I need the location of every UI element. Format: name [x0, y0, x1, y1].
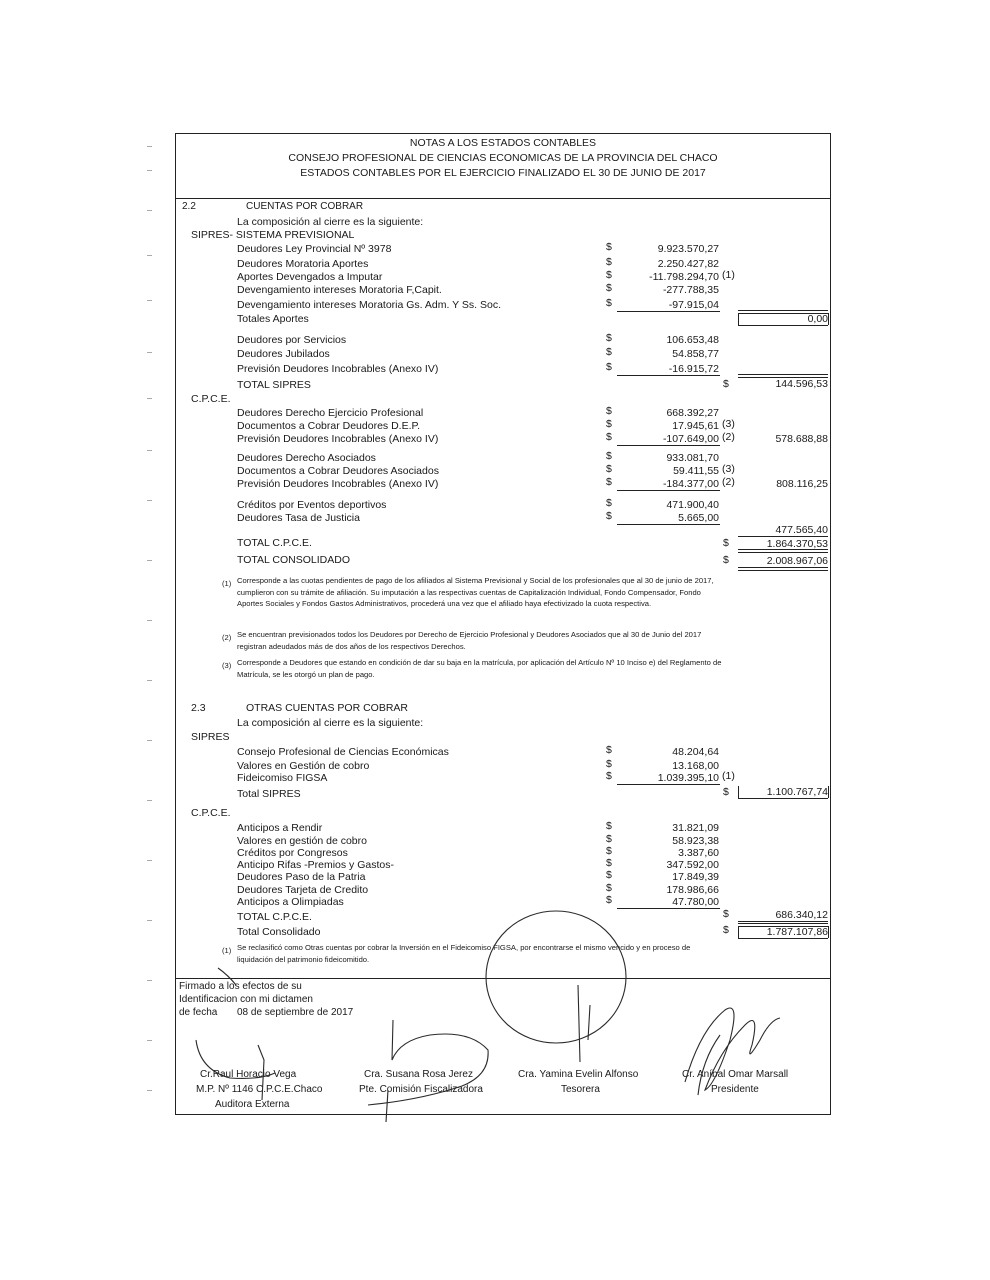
row-label: Deudores Paso de la Patria — [237, 871, 366, 883]
fecha-label: de fecha — [179, 1007, 218, 1018]
row-label: Deudores Ley Provincial Nº 3978 — [237, 243, 392, 255]
row-value: 17.945,61 — [672, 420, 719, 432]
currency-sign: $ — [606, 332, 612, 344]
row-label: Total Consolidado — [237, 926, 321, 938]
subsection-title: C.P.C.E. — [191, 393, 231, 405]
row-label: Previsión Deudores Incobrables (Anexo IV) — [237, 363, 439, 375]
fiscalizadora-role: Pte. Comisión Fiscalizadora — [359, 1084, 483, 1095]
currency-sign: $ — [606, 282, 612, 294]
row-value: -107.649,00 — [662, 433, 719, 445]
currency-sign: $ — [606, 857, 612, 869]
row-value: 59.411,55 — [673, 465, 719, 477]
row-label: Deudores Jubilados — [237, 348, 330, 360]
currency-sign: $ — [606, 431, 612, 443]
firmado-line1: Firmado a los efectos de su — [179, 981, 302, 992]
row-label: Devengamiento intereses Moratoria F,Capit. — [237, 284, 442, 296]
row-value: 31.821,09 — [672, 822, 719, 834]
currency-sign: $ — [723, 908, 729, 920]
subsection-title: C.P.C.E. — [191, 807, 231, 819]
row-label: Anticipos a Rendir — [237, 822, 323, 834]
auditor-mp: M.P. Nº 1146 C.P.C.E.Chaco — [196, 1084, 323, 1095]
section-intro: La composición al cierre es la siguiente: — [237, 216, 424, 228]
currency-sign: $ — [606, 770, 612, 782]
currency-sign: $ — [606, 476, 612, 488]
row-label: Totales Aportes — [237, 313, 309, 325]
row-label: Previsión Deudores Incobrables (Anexo IV) — [237, 433, 439, 445]
row-label: Créditos por Congresos — [237, 847, 348, 859]
section-title: CUENTAS POR COBRAR — [246, 201, 364, 212]
row-note: (1) — [722, 269, 735, 281]
currency-sign: $ — [606, 744, 612, 756]
subtotal-value: 477.565,40 — [775, 524, 828, 536]
footnote-mark: (3) — [222, 661, 232, 670]
row-label: TOTAL C.P.C.E. — [237, 911, 312, 923]
currency-sign: $ — [606, 869, 612, 881]
section-title: OTRAS CUENTAS POR COBRAR — [246, 702, 408, 714]
row-value: 668.392,27 — [666, 407, 719, 419]
auditor-role: Auditora Externa — [215, 1099, 290, 1110]
row-label: Valores en Gestión de cobro — [237, 760, 370, 772]
section-number: 2.3 — [191, 702, 206, 714]
row-label: Documentos a Cobrar Deudores D.E.P. — [237, 420, 421, 432]
row-value: 933.081,70 — [666, 452, 719, 464]
currency-sign: $ — [606, 758, 612, 770]
row-value: -277.788,35 — [662, 284, 719, 296]
currency-sign: $ — [723, 378, 729, 390]
row-value: 1.100.767,74 — [766, 786, 828, 798]
footnote-text: Corresponde a Deudores que estando en condición de dar su baja en la matrícula, por aplicación del Artículo Nº 10 Inciso e) del Reglamento de Matrícula, se les otorgó un plan de pago. — [237, 658, 722, 679]
subtotal-value: 578.688,88 — [775, 433, 828, 445]
row-value: -16.915,72 — [668, 363, 719, 375]
row-value: 48.204,64 — [672, 746, 719, 758]
row-value: 144.596,53 — [775, 378, 828, 390]
currency-sign: $ — [606, 269, 612, 281]
footnote-mark: (2) — [222, 633, 232, 642]
presidente-role: Presidente — [711, 1084, 759, 1095]
doc-period: ESTADOS CONTABLES POR EL EJERCICIO FINALIZADO EL 30 DE JUNIO DE 2017 — [300, 167, 706, 179]
row-value: -184.377,00 — [662, 478, 719, 490]
currency-sign: $ — [606, 845, 612, 857]
tesorera-role: Tesorera — [561, 1084, 600, 1095]
footnote-text: Se reclasificó como Otras cuentas por cobrar la Inversión en el Fideicomiso FIGSA, por encontrarse el mismo vencido y en proceso de liquidación del patrimonio fideicomitido. — [237, 943, 691, 964]
row-value: 1.864.370,53 — [766, 538, 828, 550]
row-label: Previsión Deudores Incobrables (Anexo IV) — [237, 478, 439, 490]
row-value: 13.168,00 — [672, 760, 719, 772]
row-label: Deudores Tasa de Justicia — [237, 512, 360, 524]
row-value: 1.787.107,86 — [766, 926, 828, 938]
row-value: 47.780,00 — [672, 896, 719, 908]
currency-sign: $ — [606, 820, 612, 832]
row-label: TOTAL CONSOLIDADO — [237, 554, 350, 566]
row-label: Deudores Derecho Ejercicio Profesional — [237, 407, 424, 419]
stamp-circle — [486, 911, 626, 1043]
subtotal-value: 808.116,25 — [776, 478, 828, 490]
row-label: Consejo Profesional de Ciencias Económicas — [237, 746, 449, 758]
currency-sign: $ — [723, 924, 729, 936]
row-value: 106.653,48 — [666, 334, 719, 346]
row-note: (3) — [722, 463, 735, 475]
row-value: 0,00 — [807, 313, 828, 325]
fiscalizadora-signature — [368, 1020, 488, 1105]
row-value: 2.008.967,06 — [766, 555, 828, 567]
tesorera-name: Cra. Yamina Evelin Alfonso — [518, 1069, 639, 1080]
currency-sign: $ — [606, 405, 612, 417]
row-value: 178.986,66 — [666, 884, 719, 896]
currency-sign: $ — [606, 450, 612, 462]
footnote-mark: (1) — [222, 946, 232, 955]
row-value: 686.340,12 — [775, 909, 828, 921]
row-label: Deudores Derecho Asociados — [237, 452, 376, 464]
row-label: Deudores Moratoria Aportes — [237, 258, 369, 270]
row-label: Anticipo Rifas -Premios y Gastos- — [237, 859, 394, 871]
row-label: Fideicomiso FIGSA — [237, 772, 328, 784]
row-label: Devengamiento intereses Moratoria Gs. Adm. Y Ss. Soc. — [237, 299, 501, 311]
subsection-title: SIPRES — [191, 731, 230, 743]
firmado-line2: Identificacion con mi dictamen — [179, 994, 313, 1005]
row-value: 5.665,00 — [678, 512, 719, 524]
currency-sign: $ — [606, 361, 612, 373]
currency-sign: $ — [606, 497, 612, 509]
row-label: Créditos por Eventos deportivos — [237, 499, 387, 511]
row-label: Anticipos a Olimpiadas — [237, 896, 344, 908]
currency-sign: $ — [606, 894, 612, 906]
fecha-value: 08 de septiembre de 2017 — [237, 1007, 354, 1018]
auditor-signature — [196, 968, 275, 1078]
subsection-title: SIPRES- SISTEMA PREVISIONAL — [191, 229, 355, 241]
currency-sign: $ — [606, 882, 612, 894]
row-value: 2.250.427,82 — [657, 258, 719, 270]
row-note: (3) — [722, 418, 735, 430]
row-value: -97.915,04 — [668, 299, 719, 311]
presidente-name: Cr. Aníbal Omar Marsall — [682, 1069, 789, 1080]
row-label: Valores en gestión de cobro — [237, 835, 367, 847]
presidente-signature — [685, 1008, 780, 1095]
section-intro: La composición al cierre es la siguiente: — [237, 717, 424, 729]
footnote-text: Corresponde a las cuotas pendientes de pago de los afiliados al Sistema Previsional y Social de los profesionales que al 30 de junio de 2017, cumplieron con su trámite de afiliación. Su imputación a las respectivas cuentas de Capitalización Individual, Fondo Compensador, Fondo Aportes Sociales y Fondos Gastos Administrativos, procederá una vez que el afiliado haya efectivizado la cuota respectiva. — [237, 576, 714, 608]
currency-sign: $ — [723, 786, 729, 798]
currency-sign: $ — [723, 554, 729, 566]
currency-sign: $ — [723, 537, 729, 549]
currency-sign: $ — [606, 833, 612, 845]
fiscalizadora-name: Cra. Susana Rosa Jerez — [364, 1069, 473, 1080]
row-label: Total SIPRES — [237, 788, 301, 800]
currency-sign: $ — [606, 256, 612, 268]
row-note: (2) — [722, 476, 735, 488]
doc-title: NOTAS A LOS ESTADOS CONTABLES — [409, 137, 597, 149]
row-value: 347.592,00 — [666, 859, 719, 871]
row-value: 3.387,60 — [678, 847, 719, 859]
row-value: 17.849,39 — [672, 871, 719, 883]
row-value: 1.039.395,10 — [657, 772, 719, 784]
row-label: Aportes Devengados a Imputar — [237, 271, 383, 283]
currency-sign: $ — [606, 241, 612, 253]
row-label: Deudores por Servicios — [237, 334, 347, 346]
currency-sign: $ — [606, 463, 612, 475]
currency-sign: $ — [606, 418, 612, 430]
footnote-text: Se encuentran previsionados todos los Deudores por Derecho de Ejercicio Profesional y Deudores Asociados que al 30 de Junio del 2017 registran adeudados más de dos años de los respectivos Derechos. — [237, 630, 702, 651]
row-note: (2) — [722, 431, 735, 443]
row-label: TOTAL SIPRES — [237, 379, 311, 391]
row-note: (1) — [722, 770, 735, 782]
row-label: TOTAL C.P.C.E. — [237, 537, 312, 549]
row-value: 58.923,38 — [672, 835, 719, 847]
currency-sign: $ — [606, 510, 612, 522]
tesorera-signature — [578, 985, 590, 1062]
currency-sign: $ — [606, 346, 612, 358]
row-value: 9.923.570,27 — [657, 243, 719, 255]
row-value: 471.900,40 — [666, 499, 719, 511]
footnote-mark: (1) — [222, 579, 232, 588]
row-value: 54.858,77 — [672, 348, 719, 360]
section-number: 2.2 — [182, 201, 196, 212]
currency-sign: $ — [606, 297, 612, 309]
row-label: Deudores Tarjeta de Credito — [237, 884, 369, 896]
doc-entity: CONSEJO PROFESIONAL DE CIENCIAS ECONOMICAS DE LA PROVINCIA DEL CHACO — [288, 152, 718, 164]
row-value: -11.798.294,70 — [649, 271, 719, 283]
auditor-name: Cr.Raul Horacio Vega — [200, 1069, 297, 1080]
row-label: Documentos a Cobrar Deudores Asociados — [237, 465, 439, 477]
